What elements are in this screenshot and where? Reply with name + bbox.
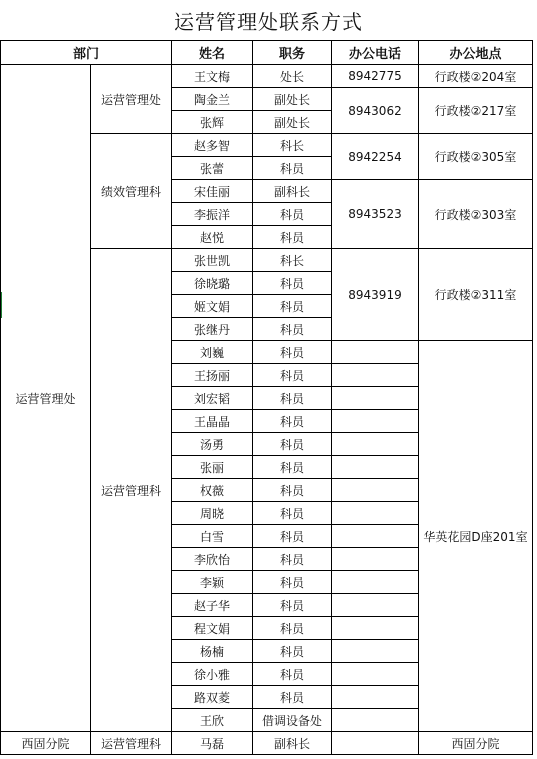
position-cell: 科长 [252,248,332,272]
location-cell: 行政楼②311室 [418,248,533,341]
phone-cell-empty [331,708,419,732]
phone-cell-empty [331,639,419,663]
position-cell: 科员 [252,386,332,410]
name-cell: 汤勇 [171,432,253,456]
position-cell: 科员 [252,478,332,502]
header-dept: 部门 [0,40,172,65]
name-cell: 白雪 [171,524,253,548]
header-position: 职务 [252,40,332,65]
position-cell: 副处长 [252,110,332,134]
name-cell: 张蕾 [171,156,253,180]
phone-cell-empty [331,570,419,594]
name-cell: 程文娟 [171,616,253,640]
location-cell: 行政楼②305室 [418,133,533,180]
phone-cell-empty [331,455,419,479]
position-cell: 科员 [252,363,332,387]
name-cell: 杨楠 [171,639,253,663]
position-cell: 科员 [252,639,332,663]
phone-cell-empty [331,662,419,686]
position-cell: 借调设备处 [252,708,332,732]
position-cell: 科员 [252,317,332,341]
name-cell: 路双菱 [171,685,253,709]
name-cell: 宋佳丽 [171,179,253,203]
name-cell: 陶金兰 [171,87,253,111]
name-cell: 李欣怡 [171,547,253,571]
name-cell: 张继丹 [171,317,253,341]
phone-cell: 8942775 [331,64,419,88]
position-cell: 科员 [252,156,332,180]
phone-cell-empty [331,432,419,456]
position-cell: 科长 [252,133,332,157]
dept-cell: 运营管理处 [0,64,91,732]
name-cell: 周晓 [171,501,253,525]
position-cell: 科员 [252,616,332,640]
location-cell: 行政楼②217室 [418,87,533,134]
position-cell: 科员 [252,524,332,548]
name-cell: 李颖 [171,570,253,594]
name-cell: 赵悦 [171,225,253,249]
phone-cell-empty [331,386,419,410]
position-cell: 科员 [252,455,332,479]
phone-cell: 8942254 [331,133,419,180]
header-location: 办公地点 [418,40,533,65]
position-cell: 科员 [252,202,332,226]
position-cell: 科员 [252,685,332,709]
position-cell: 科员 [252,271,332,295]
name-cell: 张世凯 [171,248,253,272]
name-cell: 王欣 [171,708,253,732]
subdept-cell: 绩效管理科 [90,133,172,249]
phone-cell: 8943062 [331,87,419,134]
position-cell: 科员 [252,294,332,318]
phone-cell-empty [331,685,419,709]
name-cell: 马磊 [171,731,253,755]
name-cell: 李振洋 [171,202,253,226]
position-cell: 科员 [252,432,332,456]
location-cell: 华英花园D座201室 [418,340,533,732]
phone-cell-empty [331,478,419,502]
position-cell: 科员 [252,501,332,525]
page-title: 运营管理处联系方式 [174,9,363,34]
subdept-cell: 运营管理处 [90,64,172,134]
position-cell: 科员 [252,340,332,364]
location-cell: 西固分院 [418,731,533,755]
position-cell: 副科长 [252,731,332,755]
name-cell: 刘巍 [171,340,253,364]
location-cell: 行政楼②303室 [418,179,533,249]
phone-cell [331,731,419,755]
name-cell: 徐晓璐 [171,271,253,295]
phone-cell-empty [331,363,419,387]
name-cell: 赵多智 [171,133,253,157]
phone-cell-empty [331,593,419,617]
phone-cell-empty [331,616,419,640]
subdept-cell: 运营管理科 [90,731,172,755]
name-cell: 徐小雅 [171,662,253,686]
position-cell: 副科长 [252,179,332,203]
phone-cell: 8943919 [331,248,419,341]
position-cell: 科员 [252,662,332,686]
name-cell: 王晶晶 [171,409,253,433]
position-cell: 科员 [252,547,332,571]
position-cell: 科员 [252,593,332,617]
position-cell: 处长 [252,64,332,88]
name-cell: 刘宏韬 [171,386,253,410]
phone-cell-empty [331,547,419,571]
position-cell: 科员 [252,225,332,249]
name-cell: 赵子华 [171,593,253,617]
name-cell: 张丽 [171,455,253,479]
phone-cell-empty [331,340,419,364]
location-cell: 行政楼②204室 [418,64,533,88]
phone-cell: 8943523 [331,179,419,249]
name-cell: 王文梅 [171,64,253,88]
position-cell: 副处长 [252,87,332,111]
header-phone: 办公电话 [331,40,419,65]
phone-cell-empty [331,524,419,548]
name-cell: 权薇 [171,478,253,502]
name-cell: 王扬丽 [171,363,253,387]
phone-cell-empty [331,409,419,433]
dept-cell: 西固分院 [0,731,91,755]
name-cell: 张辉 [171,110,253,134]
position-cell: 科员 [252,570,332,594]
subdept-cell: 运营管理科 [90,248,172,732]
position-cell: 科员 [252,409,332,433]
phone-cell-empty [331,501,419,525]
header-name: 姓名 [171,40,253,65]
name-cell: 姬文娟 [171,294,253,318]
